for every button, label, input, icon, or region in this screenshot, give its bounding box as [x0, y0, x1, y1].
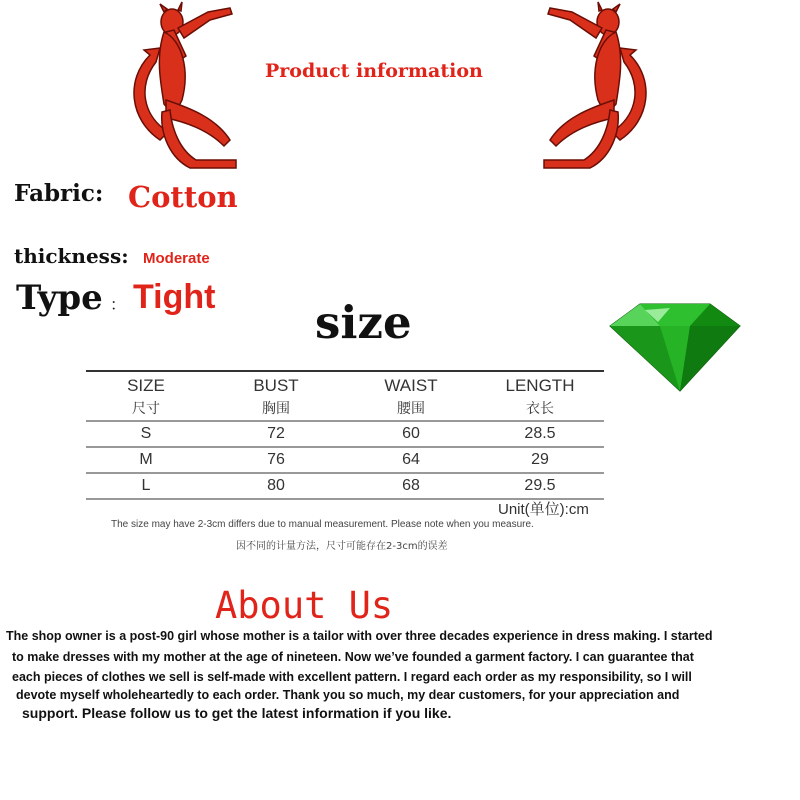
devil-figure-illustration-left: [120, 0, 260, 175]
column-header-length-cn: 衣长: [476, 396, 604, 421]
table-cell: M: [86, 447, 206, 473]
table-cell: S: [86, 421, 206, 447]
column-header-size-cn: 尺寸: [86, 396, 206, 421]
type-value: Tight: [133, 278, 216, 316]
about-paragraph-line: The shop owner is a post-90 girl whose mother is a tailor with over three decades experience in dress making. I started: [6, 629, 713, 643]
table-row: [86, 473, 604, 499]
size-table: [86, 370, 604, 500]
table-cell: L: [86, 473, 206, 499]
type-label: Type: [16, 278, 103, 318]
table-cell: 29: [476, 447, 604, 473]
table-cell: 60: [346, 421, 476, 447]
unit-label: Unit(单位):cm: [498, 501, 589, 518]
product-information-title: Product information: [265, 60, 483, 82]
fabric-label: Fabric:: [14, 180, 104, 207]
table-cell: 80: [206, 473, 346, 499]
about-paragraph-line: to make dresses with my mother at the age of nineteen. Now we’ve founded a garment factory. I can guarantee that: [12, 650, 694, 664]
measurement-note-cn: 因不同的计量方法，尺寸可能存在2-3cm的误差: [236, 541, 448, 552]
table-cell: 68: [346, 473, 476, 499]
about-us-title: About Us: [215, 584, 394, 627]
column-header-bust: BUST: [206, 371, 346, 396]
thickness-label: thickness:: [14, 244, 129, 268]
column-header-waist: WAIST: [346, 371, 476, 396]
measurement-note-en: The size may have 2-3cm differs due to manual measurement. Please note when you measure.: [111, 519, 534, 530]
table-cell: 28.5: [476, 421, 604, 447]
thickness-value: Moderate: [143, 250, 210, 267]
table-cell: 72: [206, 421, 346, 447]
table-row: [86, 447, 604, 473]
about-paragraph-line: devote myself wholeheartedly to each order. Thank you so much, my dear customers, for your appreciation and: [16, 688, 680, 702]
devil-figure-illustration-right: [520, 0, 660, 175]
column-header-bust-cn: 胸围: [206, 396, 346, 421]
about-paragraph-line: each pieces of clothes we sell is self-made with excellent pattern. I regard each order as my responsibility, so I will: [12, 670, 692, 684]
table-row: [86, 421, 604, 447]
table-cell: 64: [346, 447, 476, 473]
type-colon: ：: [110, 297, 127, 314]
column-header-size: SIZE: [86, 371, 206, 396]
table-cell: 76: [206, 447, 346, 473]
size-title: size: [315, 296, 412, 349]
column-header-waist-cn: 腰围: [346, 396, 476, 421]
about-paragraph-line: support. Please follow us to get the latest information if you like.: [22, 705, 452, 721]
green-gem-illustration: [600, 296, 750, 394]
column-header-length: LENGTH: [476, 371, 604, 396]
table-cell: 29.5: [476, 473, 604, 499]
fabric-value: Cotton: [128, 180, 238, 214]
